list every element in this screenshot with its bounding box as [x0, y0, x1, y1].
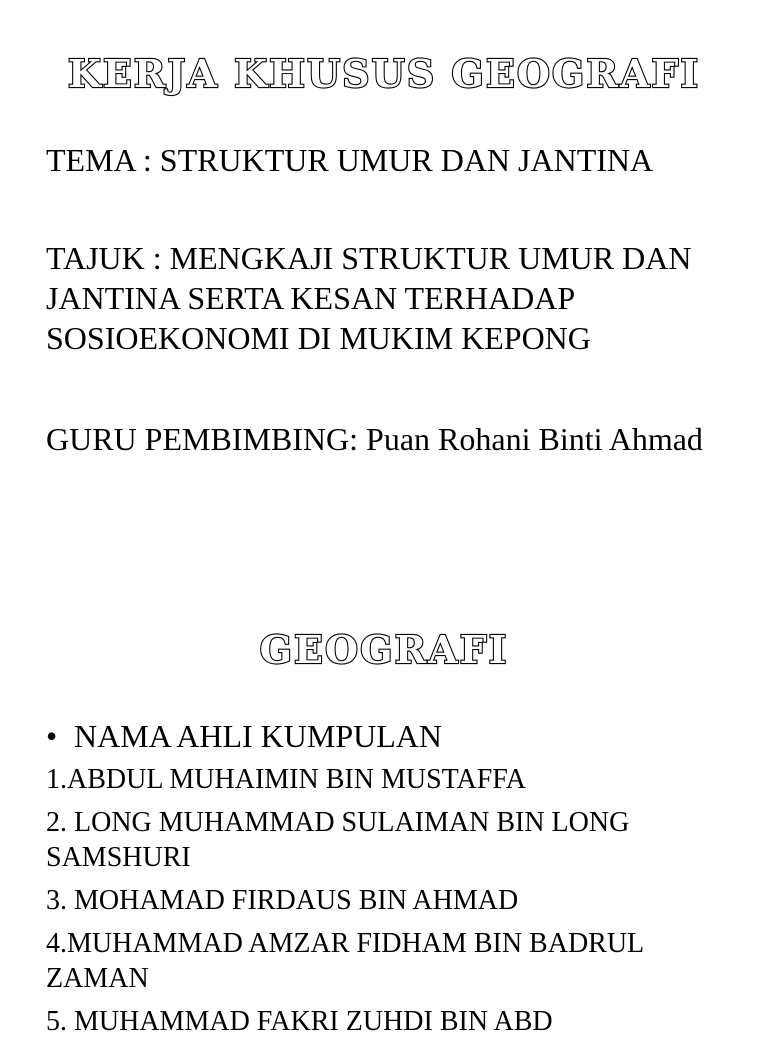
slide-title: GEOGRAFI — [259, 627, 509, 672]
slide-members — [0, 580, 768, 1037]
slide-title: KERJA KHUSUS GEOGRAFI — [67, 51, 701, 96]
bullet-heading-label: NAMA AHLI KUMPULAN — [74, 718, 443, 754]
list-item: 1.ABDUL MUHAIMIN BIN MUSTAFFA — [46, 764, 527, 795]
list-item: 3. MOHAMAD FIRDAUS BIN AHMAD — [46, 885, 519, 916]
list-item: 5. MUHAMMAD FAKRI ZUHDI BIN ABD — [46, 1006, 553, 1037]
member-list — [46, 762, 736, 1047]
tajuk-text: TAJUK : MENGKAJI STRUKTUR UMUR DAN JANTINA SERTA KESAN TERHADAP SOSIOEKONOMI DI MUKIM KEPONG — [46, 240, 692, 356]
bullet-heading — [46, 715, 442, 757]
tema-text: TEMA : STRUKTUR UMUR DAN JANTINA — [46, 142, 654, 178]
guru-pembimbing-text: GURU PEMBIMBING: Puan Rohani Binti Ahmad — [46, 421, 703, 457]
list-item: 2. LONG MUHAMMAD SULAIMAN BIN LONG SAMSHURI — [46, 807, 630, 873]
bullet-icon: • — [46, 718, 58, 754]
list-item: 4.MUHAMMAD AMZAR FIDHAM BIN BADRUL ZAMAN — [46, 928, 644, 994]
